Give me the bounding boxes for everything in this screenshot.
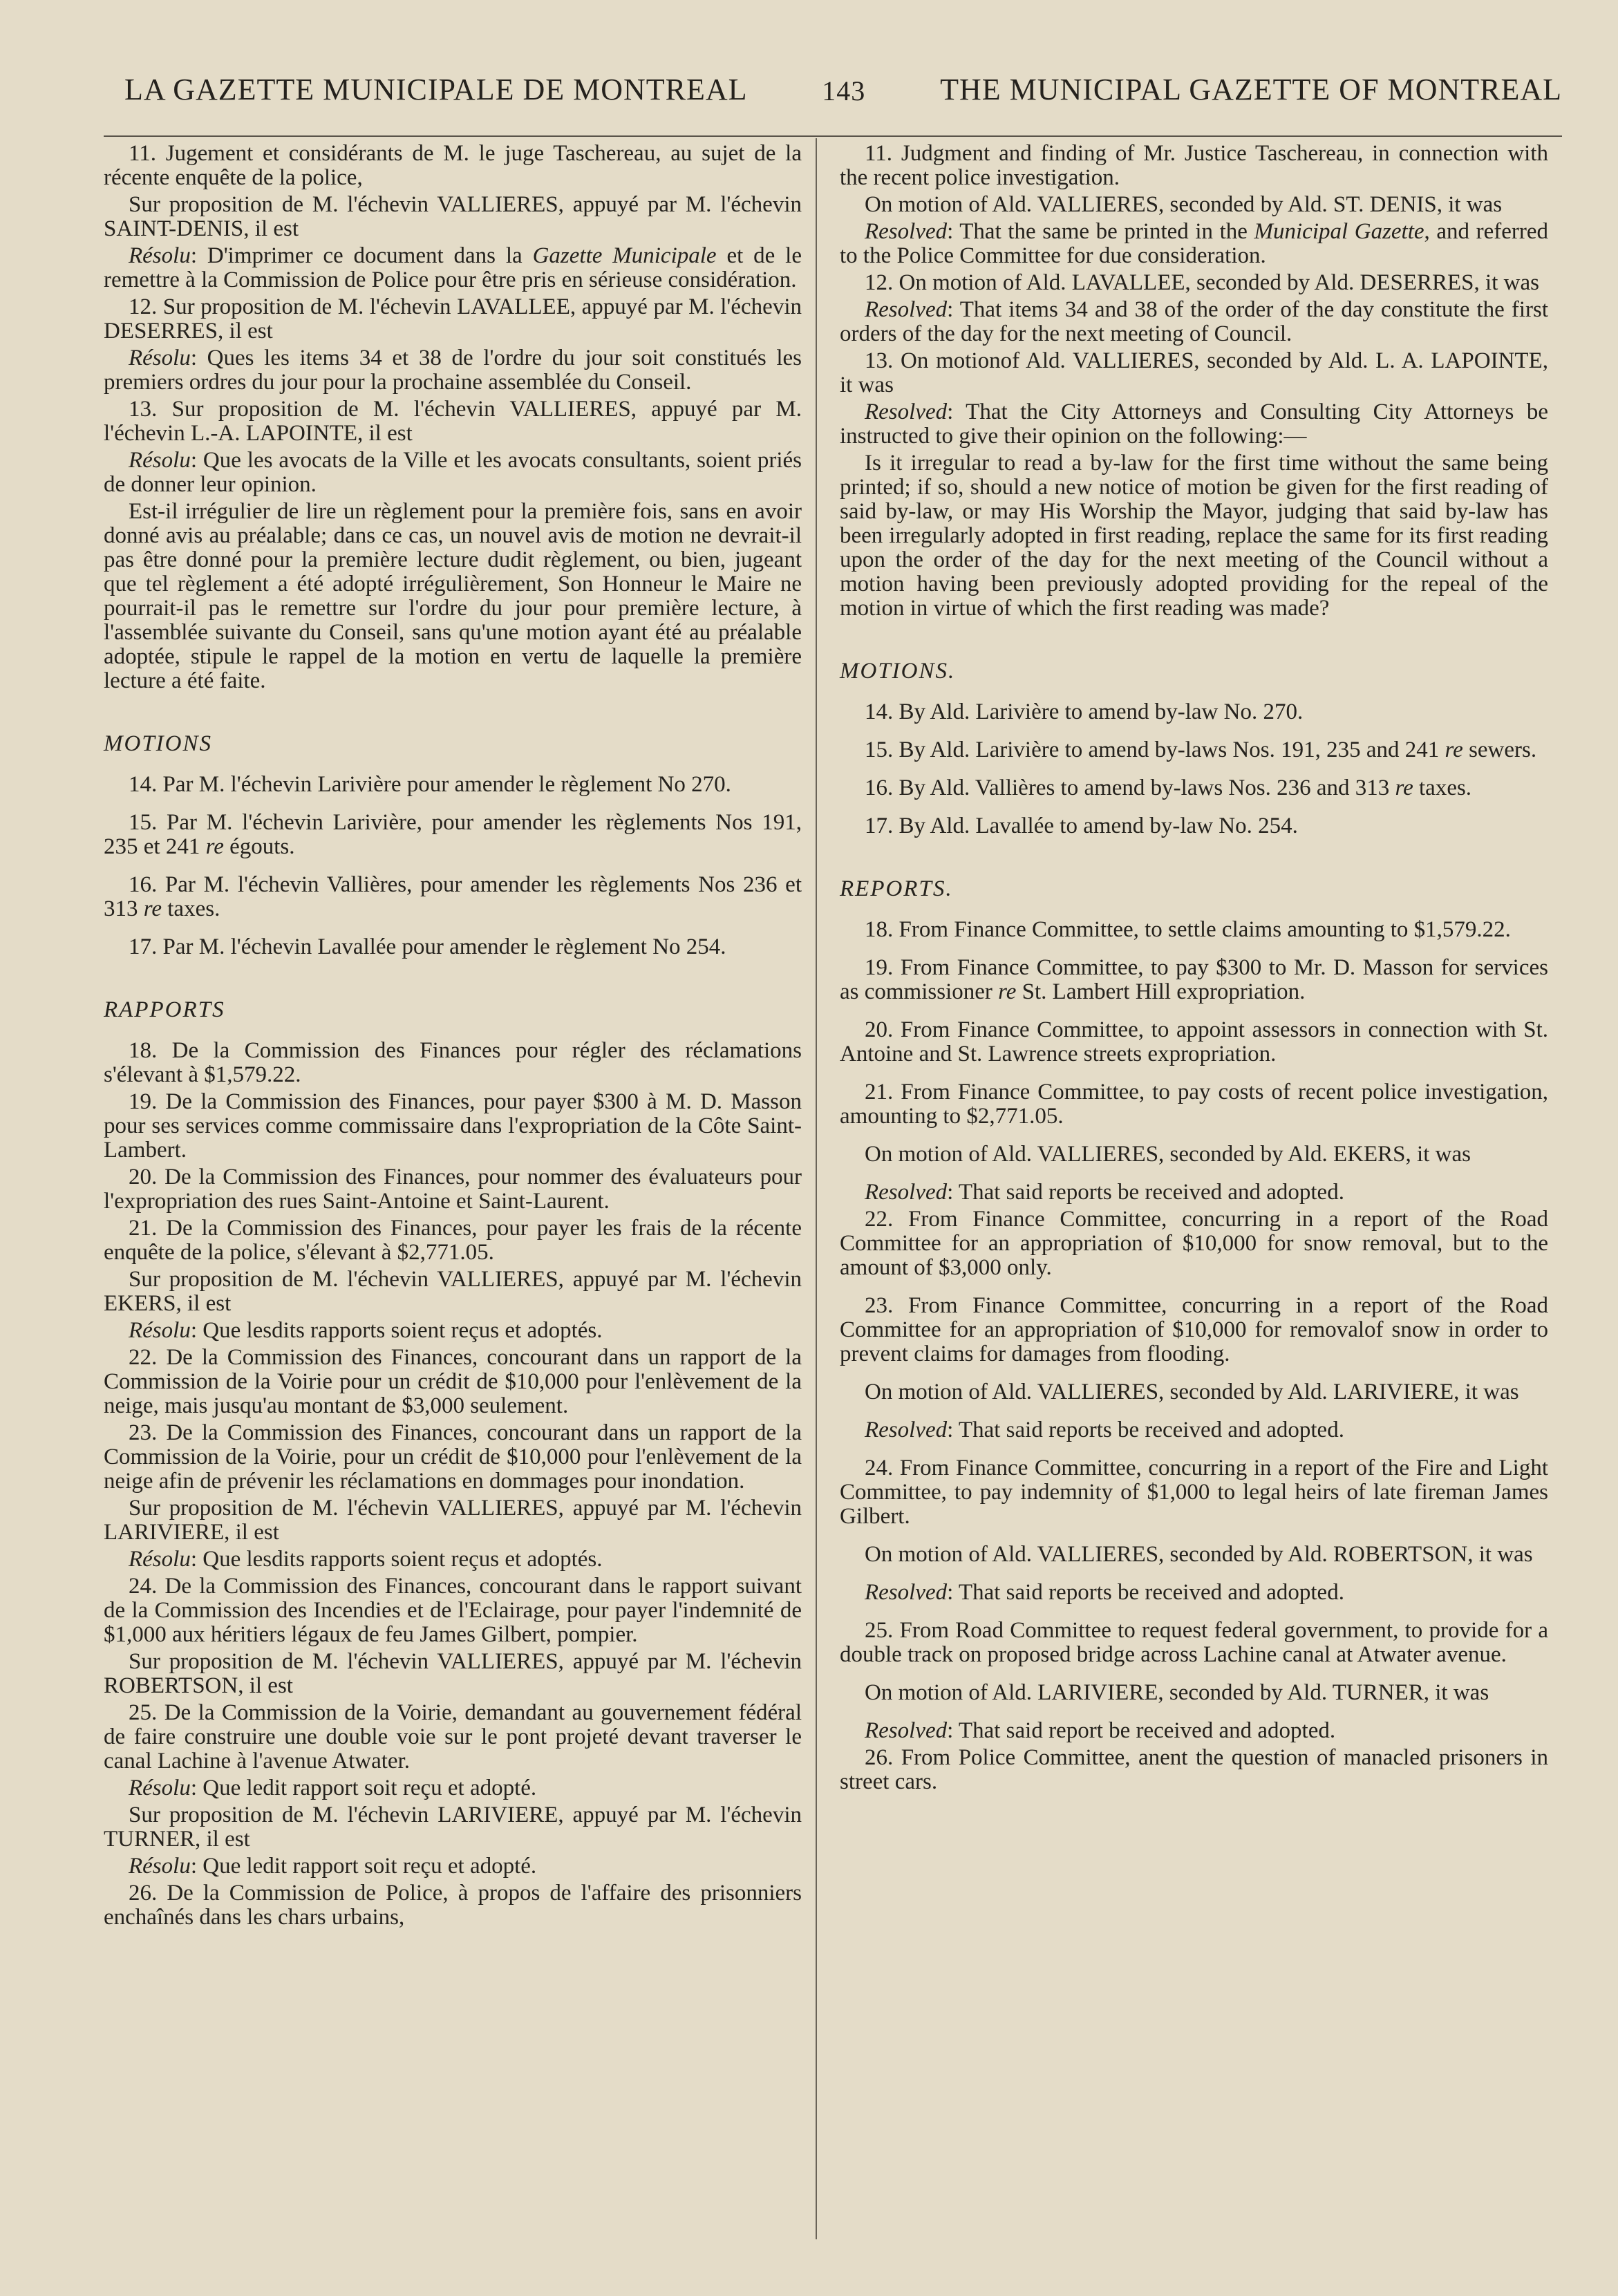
paragraph: Resolved: That said reports be received and adopted.: [865, 1180, 1344, 1205]
report-item: 26. De la Commission de Police, à propos de l'affaire des prisonniers enchaînés dans les chars urbains,: [104, 1881, 802, 1930]
report-item: 18. From Finance Committee, to settle claims amounting to $1,579.22.: [865, 917, 1511, 942]
paragraph: Sur proposition de M. l'échevin VALLIERES, appuyé par M. l'échevin LARIVIERE, il est: [104, 1496, 802, 1545]
paragraph: On motion of Ald. VALLIERES, seconded by Ald. LARIVIERE, it was: [865, 1380, 1519, 1404]
section-heading-reports: RAPPORTS: [104, 997, 225, 1022]
motion-item: 16. Par M. l'échevin Vallières, pour amender les règlements Nos 236 et 313 re taxes.: [104, 872, 802, 921]
paragraph: 11. Judgment and finding of Mr. Justice Taschereau, in connection with the recent police investigation.: [840, 141, 1548, 190]
english-column: [840, 142, 1548, 1797]
motion-item: 16. By Ald. Vallières to amend by-laws Nos. 236 and 313 re taxes.: [865, 775, 1472, 800]
report-item: 24. From Finance Committee, concurring in a report of the Fire and Light Committee, to pay indemnity of $1,000 to legal heirs of late fireman James Gilbert.: [840, 1456, 1548, 1529]
paragraph: Resolved: That the same be printed in the Municipal Gazette, and referred to the Police Committee for due consideration.: [840, 219, 1548, 268]
report-item: 21. De la Commission des Finances, pour payer les frais de la récente enquête de la police, s'élevant à $2,771.05.: [104, 1216, 802, 1265]
header-rule: [104, 135, 1562, 137]
report-item: 23. De la Commission des Finances, concourant dans un rapport de la Commission de la Voirie, pour un crédit de $10,000 pour l'enlèvement de la neige afin de prévenir les réclamations en dommages pour inondation.: [104, 1420, 802, 1494]
paragraph: Resolved: That the City Attorneys and Consulting City Attorneys be instructed to give their opinion on the following:—: [840, 399, 1548, 449]
paragraph: On motion of Ald. VALLIERES, seconded by Ald. EKERS, it was: [865, 1142, 1471, 1167]
motion-item: 14. By Ald. Larivière to amend by-law No. 270.: [865, 699, 1304, 724]
report-item: 20. From Finance Committee, to appoint assessors in connection with St. Antoine and St. Lawrence streets expropriation.: [840, 1017, 1548, 1066]
report-item: 19. De la Commission des Finances, pour payer $300 à M. D. Masson pour ses services comme commissaire dans l'expropriation de la Côte Saint-Lambert.: [104, 1089, 802, 1163]
paragraph: On motion of Ald. LARIVIERE, seconded by Ald. TURNER, it was: [865, 1680, 1489, 1705]
paragraph: Est-il irrégulier de lire un règlement pour la première fois, sans en avoir donné avis au préalable; dans ce cas, un nouvel avis de motion ne devrait-il pas être donné pour la première lecture dudit règlement, ou bien, jugeant que tel règlement a été adopté irrégulièrement, Son Honneur le Maire ne pourrait-il pas le remettre sur l'ordre du jour pour première lecture, à l'assemblée suivante du Conseil, sans qu'une motion ayant été au préalable adoptée, stipule le rappel de la motion en vertu de laquelle la première lecture a été faite.: [104, 499, 802, 693]
report-item: 19. From Finance Committee, to pay $300 to Mr. D. Masson for services as commissioner re St. Lambert Hill expropriation.: [840, 955, 1548, 1004]
paragraph: 12. On motion of Ald. LAVALLEE, seconded by Ald. DESERRES, it was: [865, 270, 1539, 295]
page-number: 143: [822, 75, 866, 106]
section-heading-motions: MOTIONS: [104, 731, 213, 756]
report-item: 23. From Finance Committee, concurring in a report of the Road Committee for an appropriation of $10,000 for removalof snow in order to prevent claims for damages from flooding.: [840, 1293, 1548, 1366]
paragraph: Résolu: Que ledit rapport soit reçu et adopté.: [129, 1854, 537, 1879]
report-item: 24. De la Commission des Finances, concourant dans le rapport suivant de la Commission des Incendies et de l'Eclairage, pour payer l'indemnité de $1,000 aux héritiers légaux de feu James Gilbert, pompier.: [104, 1574, 802, 1647]
motion-item: 14. Par M. l'échevin Larivière pour amender le règlement No 270.: [129, 772, 731, 797]
paragraph: Sur proposition de M. l'échevin VALLIERES, appuyé par M. l'échevin ROBERTSON, il est: [104, 1649, 802, 1698]
motion-item: 15. By Ald. Larivière to amend by-laws Nos. 191, 235 and 241 re sewers.: [865, 737, 1537, 762]
motion-item: 17. By Ald. Lavallée to amend by-law No. 254.: [865, 813, 1298, 838]
paragraph: Résolu: Que lesdits rapports soient reçus et adoptés.: [129, 1318, 603, 1343]
report-item: 26. From Police Committee, anent the question of manacled prisoners in street cars.: [840, 1745, 1548, 1794]
paragraph: 12. Sur proposition de M. l'échevin LAVALLEE, appuyé par M. l'échevin DESERRES, il est: [104, 294, 802, 344]
paragraph: Sur proposition de M. l'échevin LARIVIERE, appuyé par M. l'échevin TURNER, il est: [104, 1803, 802, 1852]
paragraph: Resolved: That said reports be received and adopted.: [865, 1418, 1344, 1442]
header-english-title: THE MUNICIPAL GAZETTE OF MONTREAL: [940, 73, 1562, 106]
motion-item: 17. Par M. l'échevin Lavallée pour amender le règlement No 254.: [129, 934, 726, 959]
report-item: 18. De la Commission des Finances pour régler des réclamations s'élevant à $1,579.22.: [104, 1038, 802, 1087]
paragraph: Is it irregular to read a by-law for the first time without the same being printed; if so, should a new notice of motion be given for the first reading of said by-law, or may His Worship the Mayor, judging that said by-law has been irregularly adopted in first reading, replace the same for its first reading upon the order of the day for the next meeting of the Council without a motion having been previously adopted providing for the repeal of the motion in virtue of which the first reading was made?: [840, 451, 1548, 621]
report-item: 22. From Finance Committee, concurring in a report of the Road Committee for an appropriation of $10,000 for snow removal, but to the amount of $3,000 only.: [840, 1207, 1548, 1280]
paragraph: Resolved: That items 34 and 38 of the order of the day constitute the first orders of the day for the next meeting of Council.: [840, 297, 1548, 346]
paragraph: 13. On motionof Ald. VALLIERES, seconded by Ald. L. A. LAPOINTE, it was: [840, 348, 1548, 397]
paragraph: Résolu: Ques les items 34 et 38 de l'ordre du jour soit constitués les premiers ordres du jour pour la prochaine assemblée du Conseil.: [104, 346, 802, 395]
paragraph: Résolu: Que les avocats de la Ville et les avocats consultants, soient priés de donner leur opinion.: [104, 448, 802, 497]
paragraph: Resolved: That said report be received and adopted.: [865, 1718, 1336, 1743]
french-column: [104, 142, 802, 1932]
paragraph: Résolu: D'imprimer ce document dans la Gazette Municipale et de le remettre à la Commission de Police pour être pris en sérieuse considération.: [104, 243, 802, 292]
page-header: [124, 43, 1562, 105]
report-item: 20. De la Commission des Finances, pour nommer des évaluateurs pour l'expropriation des rues Saint-Antoine et Saint-Laurent.: [104, 1165, 802, 1214]
paragraph: Résolu: Que lesdits rapports soient reçus et adoptés.: [129, 1547, 603, 1572]
paragraph: On motion of Ald. VALLIERES, seconded by Ald. ROBERTSON, it was: [865, 1542, 1533, 1567]
section-heading-reports: REPORTS.: [840, 876, 953, 901]
paragraph: Sur proposition de M. l'échevin VALLIERES, appuyé par M. l'échevin SAINT-DENIS, il est: [104, 192, 802, 241]
report-item: 21. From Finance Committee, to pay costs of recent police investigation, amounting to $2,771.05.: [840, 1080, 1548, 1129]
column-divider: [816, 138, 817, 2239]
paragraph: 13. Sur proposition de M. l'échevin VALLIERES, appuyé par M. l'échevin L.-A. LAPOINTE, il est: [104, 397, 802, 446]
paragraph: On motion of Ald. VALLIERES, seconded by Ald. ST. DENIS, it was: [865, 192, 1503, 217]
section-heading-motions: MOTIONS.: [840, 659, 956, 684]
motion-item: 15. Par M. l'échevin Larivière, pour amender les règlements Nos 191, 235 et 241 re égouts.: [104, 810, 802, 859]
header-french-title: LA GAZETTE MUNICIPALE DE MONTREAL: [124, 73, 748, 106]
paragraph: Resolved: That said reports be received and adopted.: [865, 1580, 1344, 1605]
paragraph: Sur proposition de M. l'échevin VALLIERES, appuyé par M. l'échevin EKERS, il est: [104, 1267, 802, 1316]
paragraph: Résolu: Que ledit rapport soit reçu et adopté.: [129, 1776, 537, 1800]
paragraph: 11. Jugement et considérants de M. le juge Taschereau, au sujet de la récente enquête de la police,: [104, 141, 802, 190]
report-item: 25. From Road Committee to request federal government, to provide for a double track on proposed bridge across Lachine canal at Atwater avenue.: [840, 1618, 1548, 1667]
report-item: 22. De la Commission des Finances, concourant dans un rapport de la Commission de la Voirie pour un crédit de $10,000 pour l'enlèvement de la neige, mais jusqu'au montant de $3,000 seulement.: [104, 1345, 802, 1418]
report-item: 25. De la Commission de la Voirie, demandant au gouvernement fédéral de faire construire une double voie sur le pont projeté devant traverser le canal Lachine à l'avenue Atwater.: [104, 1700, 802, 1773]
